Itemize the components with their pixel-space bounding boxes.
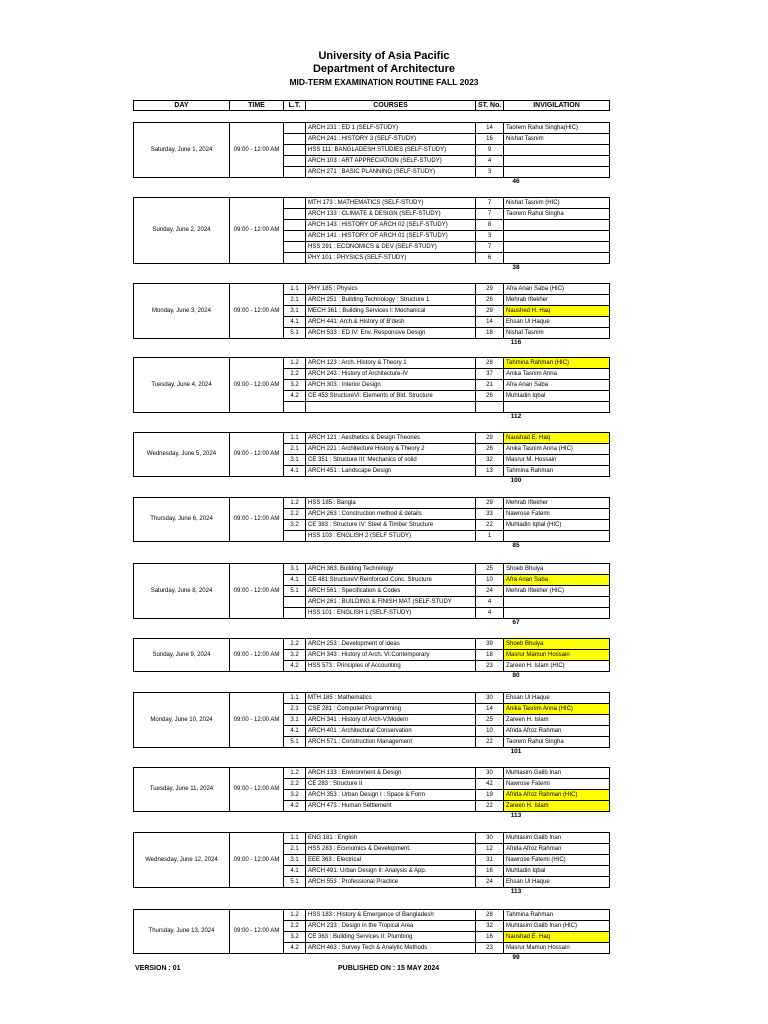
- st-no-cell: 7: [476, 209, 504, 220]
- st-no-cell: 29: [476, 284, 504, 295]
- col-invigilation: INVIGILATION: [504, 101, 610, 111]
- st-no-cell: 21: [476, 380, 504, 391]
- invigilator-cell: [504, 220, 610, 231]
- lt-cell: 3.1: [284, 855, 306, 866]
- day-block: [133, 692, 610, 748]
- invigilator-cell: Muhtadin Iqbal (HIC): [504, 520, 610, 531]
- course-cell: HSS 103 : ENGLISH 2 (SELF STUDY): [306, 531, 476, 542]
- exam-row: [134, 433, 610, 444]
- lt-cell: [284, 145, 306, 156]
- lt-cell: [284, 167, 306, 178]
- st-no-cell: 18: [476, 328, 504, 339]
- time-cell: 09:00 - 12:00 AM: [230, 910, 284, 954]
- course-cell: ARCH 343 : History of Arch. VI:Contemporary: [306, 650, 476, 661]
- invigilator-cell: [504, 253, 610, 264]
- st-no-cell: 23: [476, 661, 504, 672]
- day-block: [133, 563, 610, 619]
- day-cell: Thursday, June 6, 2024: [134, 498, 230, 542]
- time-cell: 09:00 - 12:00 AM: [230, 833, 284, 888]
- exam-row: [134, 910, 610, 921]
- day-cell: Wednesday, June 5, 2024: [134, 433, 230, 477]
- invigilator-cell: Afrida Afroz Rahman (HIC): [504, 790, 610, 801]
- invigilator-cell: Muhtasim Galib Inan: [504, 833, 610, 844]
- course-cell: PHY 185 : Physics: [306, 284, 476, 295]
- invigilator-cell: Afra Anan Saba (HIC): [504, 284, 610, 295]
- st-no-cell: 22: [476, 737, 504, 748]
- student-total: 67: [512, 619, 520, 626]
- time-cell: 09:00 - 12:00 AM: [230, 639, 284, 672]
- course-cell: ARCH 221 : Architecture History & Theory 2: [306, 444, 476, 455]
- invigilator-cell: Afrida Afroz Rahman: [504, 726, 610, 737]
- st-no-cell: 10: [476, 575, 504, 586]
- course-cell: HSS 183 : History & Emergence of Bangladesh: [306, 910, 476, 921]
- st-no-cell: 22: [476, 520, 504, 531]
- course-cell: ARCH 553 : Professional Practice: [306, 877, 476, 888]
- version-label: VERSION : 01: [135, 965, 181, 972]
- routine-title: MID-TERM EXAMINATION ROUTINE FALL 2023: [289, 77, 479, 87]
- st-no-cell: 19: [476, 790, 504, 801]
- day-block: [133, 832, 610, 888]
- exam-row: [134, 833, 610, 844]
- lt-cell: [284, 156, 306, 167]
- st-no-cell: 1: [476, 531, 504, 542]
- invigilator-cell: Masrur M. Hossain: [504, 455, 610, 466]
- st-no-cell: [476, 402, 504, 413]
- course-cell: ARCH 133 : Environment & Design: [306, 768, 476, 779]
- st-no-cell: 37: [476, 369, 504, 380]
- course-cell: MTH 173 : MATHEMATICS (SELF-STUDY): [306, 198, 476, 209]
- course-cell: CE 363 : Building Services II: Plumbing: [306, 932, 476, 943]
- day-cell: Monday, June 3, 2024: [134, 284, 230, 339]
- lt-cell: [284, 209, 306, 220]
- st-no-cell: 29: [476, 498, 504, 509]
- invigilator-cell: Nishat Tasnim: [504, 134, 610, 145]
- day-cell: Tuesday, June 11, 2024: [134, 768, 230, 812]
- course-cell: ARCH 253 : Development of ideas: [306, 639, 476, 650]
- invigilator-cell: Muhtadin Iqbal: [504, 866, 610, 877]
- invigilator-cell: [504, 231, 610, 242]
- lt-cell: 3.1: [284, 455, 306, 466]
- course-cell: HSS 111: BANGLADESH STUDIES (SELF-STUDY): [306, 145, 476, 156]
- course-cell: MTH 185 : Mathematics: [306, 693, 476, 704]
- course-cell: ARCH 271 : BASIC PLANNING (SELF-STUDY): [306, 167, 476, 178]
- lt-cell: 4.2: [284, 391, 306, 402]
- st-no-cell: 32: [476, 921, 504, 932]
- st-no-cell: 26: [476, 444, 504, 455]
- invigilator-cell: [504, 145, 610, 156]
- course-cell: EEE 363 : Electrical: [306, 855, 476, 866]
- lt-cell: [284, 597, 306, 608]
- lt-cell: 1.2: [284, 910, 306, 921]
- department-name: Department of Architecture: [312, 63, 455, 75]
- lt-cell: 1.1: [284, 693, 306, 704]
- student-total: 113: [510, 812, 522, 819]
- st-no-cell: 14: [476, 317, 504, 328]
- st-no-cell: 22: [476, 801, 504, 812]
- lt-cell: 3.2: [284, 790, 306, 801]
- st-no-cell: 25: [476, 564, 504, 575]
- invigilator-cell: Zareen H. Islam: [504, 715, 610, 726]
- invigilator-cell: Zareen H. Islam: [504, 801, 610, 812]
- st-no-cell: 30: [476, 833, 504, 844]
- st-no-cell: 3: [476, 167, 504, 178]
- course-cell: HSS 185 : Bangla: [306, 498, 476, 509]
- invigilator-cell: Nawrose Fatemi: [504, 509, 610, 520]
- course-cell: ARCH 491: Urban Design II: Analysis & App.: [306, 866, 476, 877]
- invigilator-cell: Mehrab Iftekher (HIC): [504, 586, 610, 597]
- invigilator-cell: Tahmina Rahman: [504, 910, 610, 921]
- lt-cell: 3.2: [284, 932, 306, 943]
- course-cell: ARCH 571 : Construction Management: [306, 737, 476, 748]
- course-cell: ARCH 251 : Building Technology : Structure 1: [306, 295, 476, 306]
- st-no-cell: 26: [476, 391, 504, 402]
- lt-cell: 4.1: [284, 726, 306, 737]
- course-cell: ARCH 103 : ART APPRECIATION (SELF-STUDY): [306, 156, 476, 167]
- lt-cell: 2.2: [284, 509, 306, 520]
- course-cell: CE 283 : Structure II: [306, 779, 476, 790]
- day-cell: Thursday, June 13, 2024: [134, 910, 230, 954]
- lt-cell: 4.1: [284, 866, 306, 877]
- course-cell: ARCH 243 : History of Architecture-IV: [306, 369, 476, 380]
- invigilator-cell: Masrur Mamun Hossain: [504, 650, 610, 661]
- st-no-cell: 28: [476, 358, 504, 369]
- course-cell: HSS 291 : ECONOMICS & DEV (SELF-STUDY): [306, 242, 476, 253]
- lt-cell: 4.2: [284, 661, 306, 672]
- invigilator-cell: Anika Tasnim Anna (HIC): [504, 444, 610, 455]
- time-cell: 09:00 - 12:00 AM: [230, 693, 284, 748]
- lt-cell: [284, 220, 306, 231]
- invigilator-cell: Masrur Mamun Hossain: [504, 943, 610, 954]
- lt-cell: 4.2: [284, 801, 306, 812]
- lt-cell: 1.2: [284, 358, 306, 369]
- invigilator-cell: Tahmina Rahman (HIC): [504, 358, 610, 369]
- day-block: [133, 197, 610, 264]
- course-cell: CSE 281 : Computer Programming: [306, 704, 476, 715]
- invigilator-cell: Nawrose Fatemi: [504, 779, 610, 790]
- st-no-cell: 16: [476, 134, 504, 145]
- time-cell: 09:00 - 12:00 AM: [230, 198, 284, 264]
- course-cell: ARCH 141 : HISTORY OF ARCH 01 (SELF-STUDY): [306, 231, 476, 242]
- st-no-cell: 7: [476, 198, 504, 209]
- st-no-cell: 8: [476, 220, 504, 231]
- invigilator-cell: Muhtasim Galib Inan: [504, 768, 610, 779]
- invigilator-cell: Ehsan Ul Haque: [504, 877, 610, 888]
- day-cell: Wednesday, June 12, 2024: [134, 833, 230, 888]
- invigilator-cell: [504, 597, 610, 608]
- course-cell: ARCH 363: Building Technology: [306, 564, 476, 575]
- time-cell: 09:00 - 12:00 AM: [230, 564, 284, 619]
- invigilator-cell: Naushad E. Haq: [504, 433, 610, 444]
- st-no-cell: 31: [476, 855, 504, 866]
- day-cell: Saturday, June 1, 2024: [134, 123, 230, 178]
- st-no-cell: 4: [476, 156, 504, 167]
- invigilator-cell: Shoeb Bhuiya: [504, 564, 610, 575]
- course-cell: HSS 283 : Economics & Development.: [306, 844, 476, 855]
- st-no-cell: 42: [476, 779, 504, 790]
- course-cell: ARCH 133 : CLIMATE & DESIGN (SELF-STUDY): [306, 209, 476, 220]
- invigilator-cell: Mehrab Iftekher: [504, 295, 610, 306]
- invigilator-cell: Mehrab Iftekher: [504, 498, 610, 509]
- day-block: [133, 638, 610, 672]
- st-no-cell: 9: [476, 145, 504, 156]
- st-no-cell: 14: [476, 123, 504, 134]
- course-cell: ARCH 473 : Human Settlement: [306, 801, 476, 812]
- lt-cell: 1.2: [284, 768, 306, 779]
- invigilator-cell: Nawrose Fatemi (HIC): [504, 855, 610, 866]
- invigilator-cell: Naushed H. Haq: [504, 306, 610, 317]
- st-no-cell: 39: [476, 639, 504, 650]
- lt-cell: 3.2: [284, 520, 306, 531]
- lt-cell: 2.1: [284, 844, 306, 855]
- lt-cell: 4.1: [284, 575, 306, 586]
- lt-cell: [284, 231, 306, 242]
- invigilator-cell: Muhtadin Iqbal: [504, 391, 610, 402]
- time-cell: 09:00 - 12:00 AM: [230, 498, 284, 542]
- st-no-cell: 16: [476, 866, 504, 877]
- st-no-cell: 30: [476, 693, 504, 704]
- lt-cell: 4.2: [284, 943, 306, 954]
- invigilator-cell: [504, 156, 610, 167]
- lt-cell: 5.1: [284, 737, 306, 748]
- university-name: University of Asia Pacific: [318, 50, 450, 62]
- lt-cell: 3.1: [284, 306, 306, 317]
- day-block: [133, 357, 610, 413]
- st-no-cell: 29: [476, 433, 504, 444]
- exam-row: [134, 498, 610, 509]
- st-no-cell: 7: [476, 242, 504, 253]
- day-cell: Sunday, June 2, 2024: [134, 198, 230, 264]
- col-st-no: ST. No.: [476, 101, 504, 111]
- course-cell: MECH 361 : Building Services I: Mechanical: [306, 306, 476, 317]
- invigilator-cell: Afrida Afroz Rahman: [504, 844, 610, 855]
- day-cell: Monday, June 10, 2024: [134, 693, 230, 748]
- exam-row: [134, 284, 610, 295]
- st-no-cell: 14: [476, 704, 504, 715]
- st-no-cell: 30: [476, 768, 504, 779]
- course-cell: ARCH 451 : Landscape Design: [306, 466, 476, 477]
- course-cell: ARCH 261 : BUILDING & FINISH MAT (SELF-STUDY: [306, 597, 476, 608]
- lt-cell: 3.2: [284, 650, 306, 661]
- invigilator-cell: Muhtasim Galib Inan (HIC): [504, 921, 610, 932]
- course-cell: ARCH 263 : Construction method & details: [306, 509, 476, 520]
- day-block: [133, 432, 610, 477]
- invigilator-cell: Ehsan Ul Haque: [504, 317, 610, 328]
- course-cell: ARCH 561 : Specification & Codes: [306, 586, 476, 597]
- course-cell: HSS 101 : ENGLISH 1 (SELF-STUDY): [306, 608, 476, 619]
- lt-cell: 1.1: [284, 284, 306, 295]
- time-cell: 09:00 - 12:00 AM: [230, 768, 284, 812]
- course-cell: ARCH 441: Arch.& History of B'desh: [306, 317, 476, 328]
- invigilator-cell: [504, 242, 610, 253]
- st-no-cell: 10: [476, 726, 504, 737]
- st-no-cell: 23: [476, 943, 504, 954]
- lt-cell: 5.1: [284, 328, 306, 339]
- day-cell: Tuesday, June 4, 2024: [134, 358, 230, 413]
- exam-row: [134, 693, 610, 704]
- exam-row: [134, 123, 610, 134]
- student-total: 100: [510, 477, 522, 484]
- student-total: 113: [510, 888, 522, 895]
- lt-cell: 1.1: [284, 433, 306, 444]
- course-cell: CE 481:StructureV:Reinforced Conc. Structure: [306, 575, 476, 586]
- day-block: [133, 283, 610, 339]
- invigilator-cell: Taorem Rahul Singha: [504, 737, 610, 748]
- invigilator-cell: Afra Anan Saba: [504, 380, 610, 391]
- lt-cell: 2.1: [284, 704, 306, 715]
- course-cell: ARCH 231 : ED 1 (SELF-STUDY): [306, 123, 476, 134]
- course-cell: ARCH 341 : History of Arch-V:Modern: [306, 715, 476, 726]
- course-cell: CE 453:StructureVI: Elements of Bld. Structure: [306, 391, 476, 402]
- col-courses: COURSES: [306, 101, 476, 111]
- day-block: [133, 497, 610, 542]
- lt-cell: [284, 242, 306, 253]
- invigilator-cell: Nishat Tasnim: [504, 328, 610, 339]
- time-cell: 09:00 - 12:00 AM: [230, 433, 284, 477]
- course-cell: ARCH 143 : HISTORY OF ARCH 02 (SELF-STUDY): [306, 220, 476, 231]
- course-cell: ARCH 533 : ED IV: Env. Responsive Design: [306, 328, 476, 339]
- col-lt: L.T.: [284, 101, 306, 111]
- lt-cell: [284, 402, 306, 413]
- lt-cell: 1.1: [284, 833, 306, 844]
- student-total: 99: [512, 954, 520, 961]
- invigilator-cell: [504, 167, 610, 178]
- lt-cell: [284, 531, 306, 542]
- lt-cell: [284, 608, 306, 619]
- course-cell: ARCH 303 : Interior Design: [306, 380, 476, 391]
- header-row: [133, 100, 610, 111]
- student-total: 101: [510, 748, 522, 755]
- st-no-cell: 32: [476, 455, 504, 466]
- time-cell: 09:00 - 12:00 AM: [230, 284, 284, 339]
- st-no-cell: 16: [476, 932, 504, 943]
- col-day: DAY: [134, 101, 230, 111]
- st-no-cell: 24: [476, 877, 504, 888]
- invigilator-cell: Taorem Rahul Singha(HIC): [504, 123, 610, 134]
- lt-cell: [284, 253, 306, 264]
- course-cell: ARCH 121 : Aesthetics & Design Theories: [306, 433, 476, 444]
- invigilator-cell: Zareen H. Islam (HIC): [504, 661, 610, 672]
- col-time: TIME: [230, 101, 284, 111]
- lt-cell: 2.2: [284, 639, 306, 650]
- st-no-cell: 4: [476, 608, 504, 619]
- lt-cell: 5.1: [284, 586, 306, 597]
- lt-cell: [284, 123, 306, 134]
- invigilator-cell: Naushad E. Haq: [504, 932, 610, 943]
- course-cell: ARCH 353 : Urban Design I : Space & Form: [306, 790, 476, 801]
- lt-cell: 2.2: [284, 779, 306, 790]
- invigilator-cell: Tahmina Rahman: [504, 466, 610, 477]
- day-cell: Saturday, June 8, 2024: [134, 564, 230, 619]
- course-cell: HSS 573 : Principles of Accounting: [306, 661, 476, 672]
- invigilator-cell: Afra Anan Saba: [504, 575, 610, 586]
- course-cell: ARCH 401 : Architectural Conservation: [306, 726, 476, 737]
- lt-cell: 3.1: [284, 564, 306, 575]
- lt-cell: 1.2: [284, 498, 306, 509]
- st-no-cell: 3: [476, 231, 504, 242]
- student-total: 112: [510, 413, 522, 420]
- exam-row: [134, 198, 610, 209]
- lt-cell: 4.1: [284, 317, 306, 328]
- lt-cell: [284, 198, 306, 209]
- st-no-cell: 29: [476, 306, 504, 317]
- lt-cell: [284, 134, 306, 145]
- exam-row: [134, 564, 610, 575]
- course-cell: CE 351 : Structure III: Mechanics of solid: [306, 455, 476, 466]
- day-cell: Sunday, June 9, 2024: [134, 639, 230, 672]
- lt-cell: 3.1: [284, 715, 306, 726]
- course-cell: PHY 101 : PHYSICS (SELF-STUDY): [306, 253, 476, 264]
- course-cell: ARCH 463 : Survey Tech & Analytic Methods: [306, 943, 476, 954]
- st-no-cell: 33: [476, 509, 504, 520]
- lt-cell: 2.2: [284, 369, 306, 380]
- lt-cell: 3.2: [284, 380, 306, 391]
- course-cell: ENG 181 : English: [306, 833, 476, 844]
- lt-cell: 2.1: [284, 444, 306, 455]
- lt-cell: 4.1: [284, 466, 306, 477]
- student-total: 80: [512, 672, 520, 679]
- invigilator-cell: Ehsan Ul Haque: [504, 693, 610, 704]
- course-cell: CE 383 : Structure IV: Steel & Timber Structure: [306, 520, 476, 531]
- day-block: [133, 767, 610, 812]
- lt-cell: 2.1: [284, 295, 306, 306]
- course-cell: ARCH 123 : Arch. History & Theory 1: [306, 358, 476, 369]
- course-cell: ARCH 233 : Design in the Tropical Area: [306, 921, 476, 932]
- st-no-cell: 28: [476, 910, 504, 921]
- course-cell: ARCH 241 : HISTORY 3 (SELF-STUDY): [306, 134, 476, 145]
- invigilator-cell: Taorem Rahul Singha: [504, 209, 610, 220]
- st-no-cell: 18: [476, 650, 504, 661]
- st-no-cell: 26: [476, 295, 504, 306]
- lt-cell: 5.1: [284, 877, 306, 888]
- st-no-cell: 24: [476, 586, 504, 597]
- invigilator-cell: Anika Tasnim Anna: [504, 369, 610, 380]
- invigilator-cell: Anika Tasnim Anna (HIC): [504, 704, 610, 715]
- invigilator-cell: Nishat Tasnim (HIC): [504, 198, 610, 209]
- published-label: PUBLISHED ON : 15 MAY 2024: [338, 965, 440, 972]
- course-cell: [306, 402, 476, 413]
- exam-row: [134, 768, 610, 779]
- student-total: 85: [512, 542, 520, 549]
- invigilator-cell: [504, 531, 610, 542]
- student-total: 46: [512, 178, 520, 185]
- st-no-cell: 25: [476, 715, 504, 726]
- lt-cell: 2.2: [284, 921, 306, 932]
- st-no-cell: 6: [476, 253, 504, 264]
- day-block: [133, 909, 610, 954]
- student-total: 116: [510, 339, 522, 346]
- time-cell: 09:00 - 12:00 AM: [230, 358, 284, 413]
- invigilator-cell: Shoeb Bhuiya: [504, 639, 610, 650]
- st-no-cell: 12: [476, 844, 504, 855]
- exam-row: [134, 639, 610, 650]
- invigilator-cell: [504, 608, 610, 619]
- day-block: [133, 122, 610, 178]
- st-no-cell: 13: [476, 466, 504, 477]
- st-no-cell: 4: [476, 597, 504, 608]
- time-cell: 09:00 - 12:00 AM: [230, 123, 284, 178]
- invigilator-cell: [504, 402, 610, 413]
- student-total: 38: [512, 264, 520, 271]
- exam-row: [134, 358, 610, 369]
